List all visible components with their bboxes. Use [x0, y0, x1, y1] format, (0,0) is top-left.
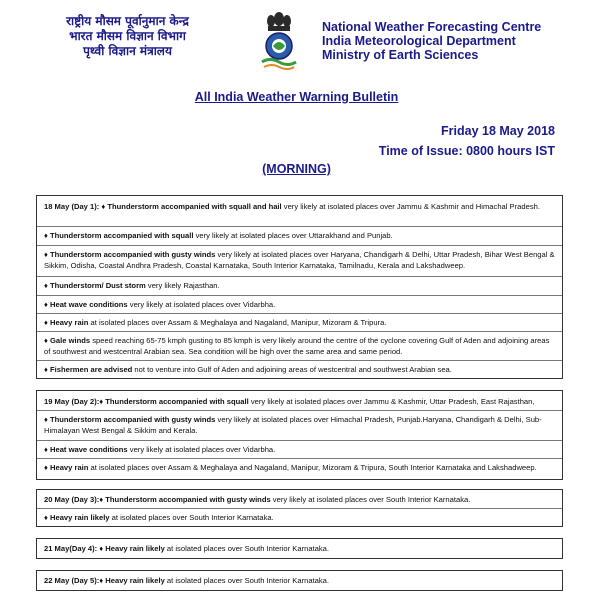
- bulletin-title: All India Weather Warning Bulletin: [194, 90, 399, 104]
- list-item: 22 May (Day 5):♦ Heavy rain likely at isolated places over South Interior Karnataka.: [44, 576, 330, 585]
- issue-time: Time of Issue: 0800 hours IST: [378, 144, 555, 158]
- list-item: ♦ Thunderstorm accompanied with gusty winds very likely at isolated places over Himachal Pradesh, Punjab.Haryana, Chandigarh & Delhi, Sub-Himalayan West Bengal & Sikkim and Kerala.: [44, 415, 542, 435]
- day-1-box: [36, 195, 563, 379]
- day-2-box: [36, 390, 563, 480]
- hindi-line: राष्ट्रीय मौसम पूर्वानुमान केन्द्र: [66, 14, 189, 28]
- list-item: ♦ Thunderstorm accompanied with gusty winds very likely at isolated places over Haryana, Chandigarh & Delhi, Uttar Pradesh, Bihar West Bengal & Sikkim, Odisha, Coastal Andhra Pradesh, Coastal Karnataka, South Interior Karnataka, Tamilnadu, Kerala and Lakshadweep.: [44, 250, 555, 270]
- list-item: 21 May(Day 4): ♦ Heavy rain likely at isolated places over South Interior Karnataka.: [44, 544, 330, 553]
- list-item: ♦ Heavy rain at isolated places over Assam & Meghalaya and Nagaland, Manipur, Mizoram & Tripura.: [44, 318, 387, 327]
- list-item: ♦ Thunderstorm accompanied with squall very likely at isolated places over Uttarakhand and Punjab.: [44, 231, 393, 240]
- hindi-header: [40, 14, 215, 59]
- hindi-line: पृथ्वी विज्ञान मंत्रालय: [83, 44, 172, 58]
- list-item: ♦ Fishermen are advised not to venture into Gulf of Aden and adjoining areas of westcentral and southwest Arabian sea.: [44, 365, 452, 374]
- list-item: ♦ Heavy rain at isolated places over Assam & Meghalaya and Nagaland, Manipur, Mizoram & Tripura, South Interior Karnataka and Lakshadweep.: [44, 463, 537, 472]
- list-item: ♦ Heat wave conditions very likely at isolated places over Vidarbha.: [44, 445, 276, 454]
- english-header: [322, 20, 582, 62]
- list-item: 19 May (Day 2):♦ Thunderstorm accompanied with squall very likely at isolated places over Jammu & Kashmir, Uttar Pradesh, East Rajasthan,: [44, 397, 535, 406]
- english-line: National Weather Forecasting Centre: [322, 20, 542, 34]
- day-4-box: [36, 538, 563, 559]
- list-item: 18 May (Day 1): ♦ Thunderstorm accompanied with squall and hail very likely at isolated places over Jammu & Kashmir and Himachal Pradesh.: [44, 202, 540, 211]
- list-item: ♦ Gale winds speed reaching 65-75 kmph gusting to 85 kmph is very likely around the centre of the cyclone covering Gulf of Aden and adjoining areas of southwest and westcentral Arabian sea. Sea condition will be high over the same area and same period.: [44, 336, 550, 356]
- day-5-box: [36, 570, 563, 591]
- bulletin-date: Friday 18 May 2018: [441, 124, 555, 138]
- list-item: ♦ Thunderstorm/ Dust storm very likely Rajasthan.: [44, 281, 220, 290]
- emblem-logo-icon: [258, 10, 300, 72]
- english-line: India Meteorological Department: [322, 34, 516, 48]
- session-label: (MORNING): [262, 162, 331, 176]
- list-item: ♦ Heavy rain likely at isolated places over South Interior Karnataka.: [44, 513, 274, 522]
- list-item: ♦ Heat wave conditions very likely at isolated places over Vidarbha.: [44, 300, 276, 309]
- english-line: Ministry of Earth Sciences: [322, 48, 479, 62]
- list-item: 20 May (Day 3):♦ Thunderstorm accompanied with gusty winds very likely at isolated places over South Interior Karnataka.: [44, 495, 471, 504]
- hindi-line: भारत मौसम विज्ञान विभाग: [69, 29, 186, 43]
- day-3-box: [36, 489, 563, 527]
